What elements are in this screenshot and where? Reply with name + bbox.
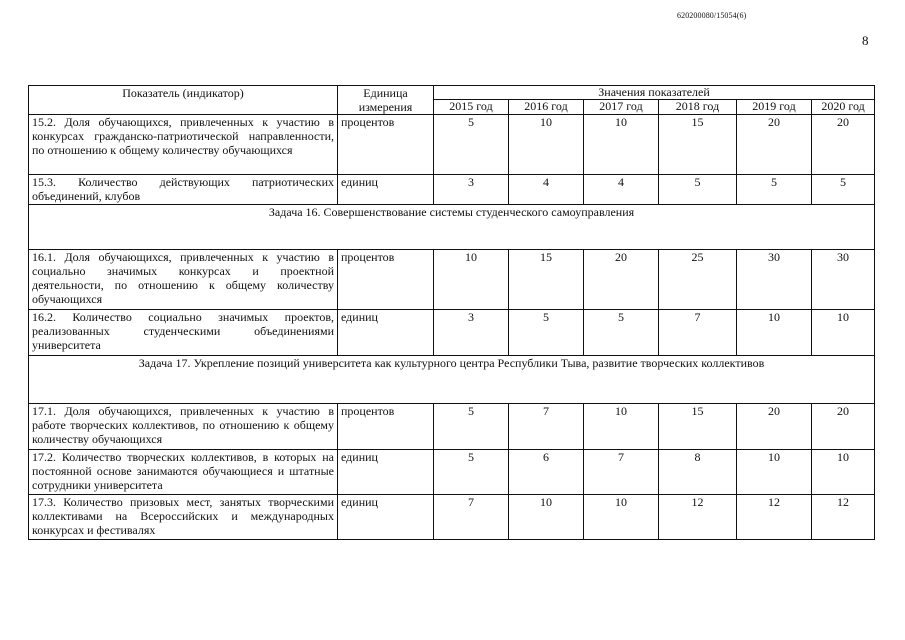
- indicator-unit: процентов: [338, 250, 434, 310]
- indicator-value: 8: [659, 450, 737, 495]
- indicator-value: 12: [659, 495, 737, 540]
- indicator-value: 20: [812, 404, 875, 450]
- task-heading: Задача 16. Совершенствование системы студенческого самоуправления: [29, 205, 875, 250]
- header-year: 2015 год: [434, 99, 509, 114]
- indicator-value: 10: [584, 404, 659, 450]
- indicator-unit: процентов: [338, 404, 434, 450]
- indicator-value: 10: [737, 450, 812, 495]
- indicator-value: 7: [584, 450, 659, 495]
- indicator-name: 16.1. Доля обучающихся, привлеченных к участию в социально значимых конкурсах и проектной деятельности, по отношению к общему количеству обучающихся: [29, 250, 338, 310]
- header-unit-line2: измерения: [358, 100, 413, 114]
- indicator-value: 5: [659, 175, 737, 205]
- indicator-value: 7: [509, 404, 584, 450]
- indicator-name: 15.2. Доля обучающихся, привлеченных к участию в конкурсах гражданско-патриотической направленности, по отношению к общему количеству обучающихся: [29, 115, 338, 175]
- indicator-value: 12: [737, 495, 812, 540]
- indicator-value: 20: [812, 115, 875, 175]
- indicator-value: 15: [659, 404, 737, 450]
- indicator-value: 30: [812, 250, 875, 310]
- indicator-value: 5: [434, 404, 509, 450]
- indicator-unit: единиц: [338, 495, 434, 540]
- indicator-value: 10: [509, 495, 584, 540]
- table-body: [29, 115, 875, 540]
- indicator-value: 5: [434, 450, 509, 495]
- indicator-row: [29, 175, 875, 205]
- indicator-value: 4: [509, 175, 584, 205]
- indicator-value: 10: [584, 495, 659, 540]
- indicator-value: 5: [584, 310, 659, 356]
- indicator-value: 10: [812, 310, 875, 356]
- indicator-row: [29, 310, 875, 356]
- indicator-value: 20: [737, 115, 812, 175]
- indicator-name: 17.1. Доля обучающихся, привлеченных к участию в работе творческих коллективов, по отношению к общему количеству обучающихся: [29, 404, 338, 450]
- task-row: [29, 356, 875, 404]
- page-number: 8: [862, 33, 869, 48]
- indicator-value: 20: [737, 404, 812, 450]
- indicator-value: 4: [584, 175, 659, 205]
- indicator-value: 15: [509, 250, 584, 310]
- header-year: 2019 год: [737, 99, 812, 114]
- header-values: Значения показателей: [434, 86, 875, 100]
- indicator-value: 7: [659, 310, 737, 356]
- indicator-unit: единиц: [338, 450, 434, 495]
- header-year: 2017 год: [584, 99, 659, 114]
- indicator-row: [29, 495, 875, 540]
- indicator-unit: единиц: [338, 310, 434, 356]
- document-code: 620200080/15054(6): [677, 11, 747, 20]
- indicator-unit: процентов: [338, 115, 434, 175]
- indicator-value: 5: [434, 115, 509, 175]
- header-year: 2020 год: [812, 99, 875, 114]
- indicators-table: [28, 85, 875, 540]
- indicator-name: 16.2. Количество социально значимых проектов, реализованных студенческими объединениями университета: [29, 310, 338, 356]
- header-unit-line1: Единица: [363, 86, 408, 100]
- indicator-value: 10: [812, 450, 875, 495]
- indicator-value: 12: [812, 495, 875, 540]
- indicator-row: [29, 250, 875, 310]
- indicator-value: 10: [584, 115, 659, 175]
- indicator-row: [29, 404, 875, 450]
- indicator-row: [29, 115, 875, 175]
- header-year: 2018 год: [659, 99, 737, 114]
- indicator-value: 7: [434, 495, 509, 540]
- indicator-unit: единиц: [338, 175, 434, 205]
- header-indicator: Показатель (индикатор): [29, 86, 338, 115]
- task-row: [29, 205, 875, 250]
- indicator-value: 25: [659, 250, 737, 310]
- indicator-value: 30: [737, 250, 812, 310]
- indicator-value: 3: [434, 310, 509, 356]
- header-year: 2016 год: [509, 99, 584, 114]
- indicator-value: 10: [737, 310, 812, 356]
- indicator-row: [29, 450, 875, 495]
- indicator-value: 20: [584, 250, 659, 310]
- header-unit: [338, 86, 434, 115]
- task-heading: Задача 17. Укрепление позиций университета как культурного центра Республики Тыва, развитие творческих коллективов: [29, 356, 875, 404]
- indicator-value: 15: [659, 115, 737, 175]
- indicator-value: 5: [812, 175, 875, 205]
- indicator-name: 15.3. Количество действующих патриотических объединений, клубов: [29, 175, 338, 205]
- indicator-value: 10: [509, 115, 584, 175]
- indicator-value: 10: [434, 250, 509, 310]
- indicator-name: 17.2. Количество творческих коллективов, в которых на постоянной основе занимаются обучающиеся и штатные сотрудники университета: [29, 450, 338, 495]
- indicator-value: 5: [737, 175, 812, 205]
- indicator-value: 3: [434, 175, 509, 205]
- indicator-value: 5: [509, 310, 584, 356]
- indicator-value: 6: [509, 450, 584, 495]
- indicator-name: 17.3. Количество призовых мест, занятых творческими коллективами на Всероссийских и международных конкурсах и фестивалях: [29, 495, 338, 540]
